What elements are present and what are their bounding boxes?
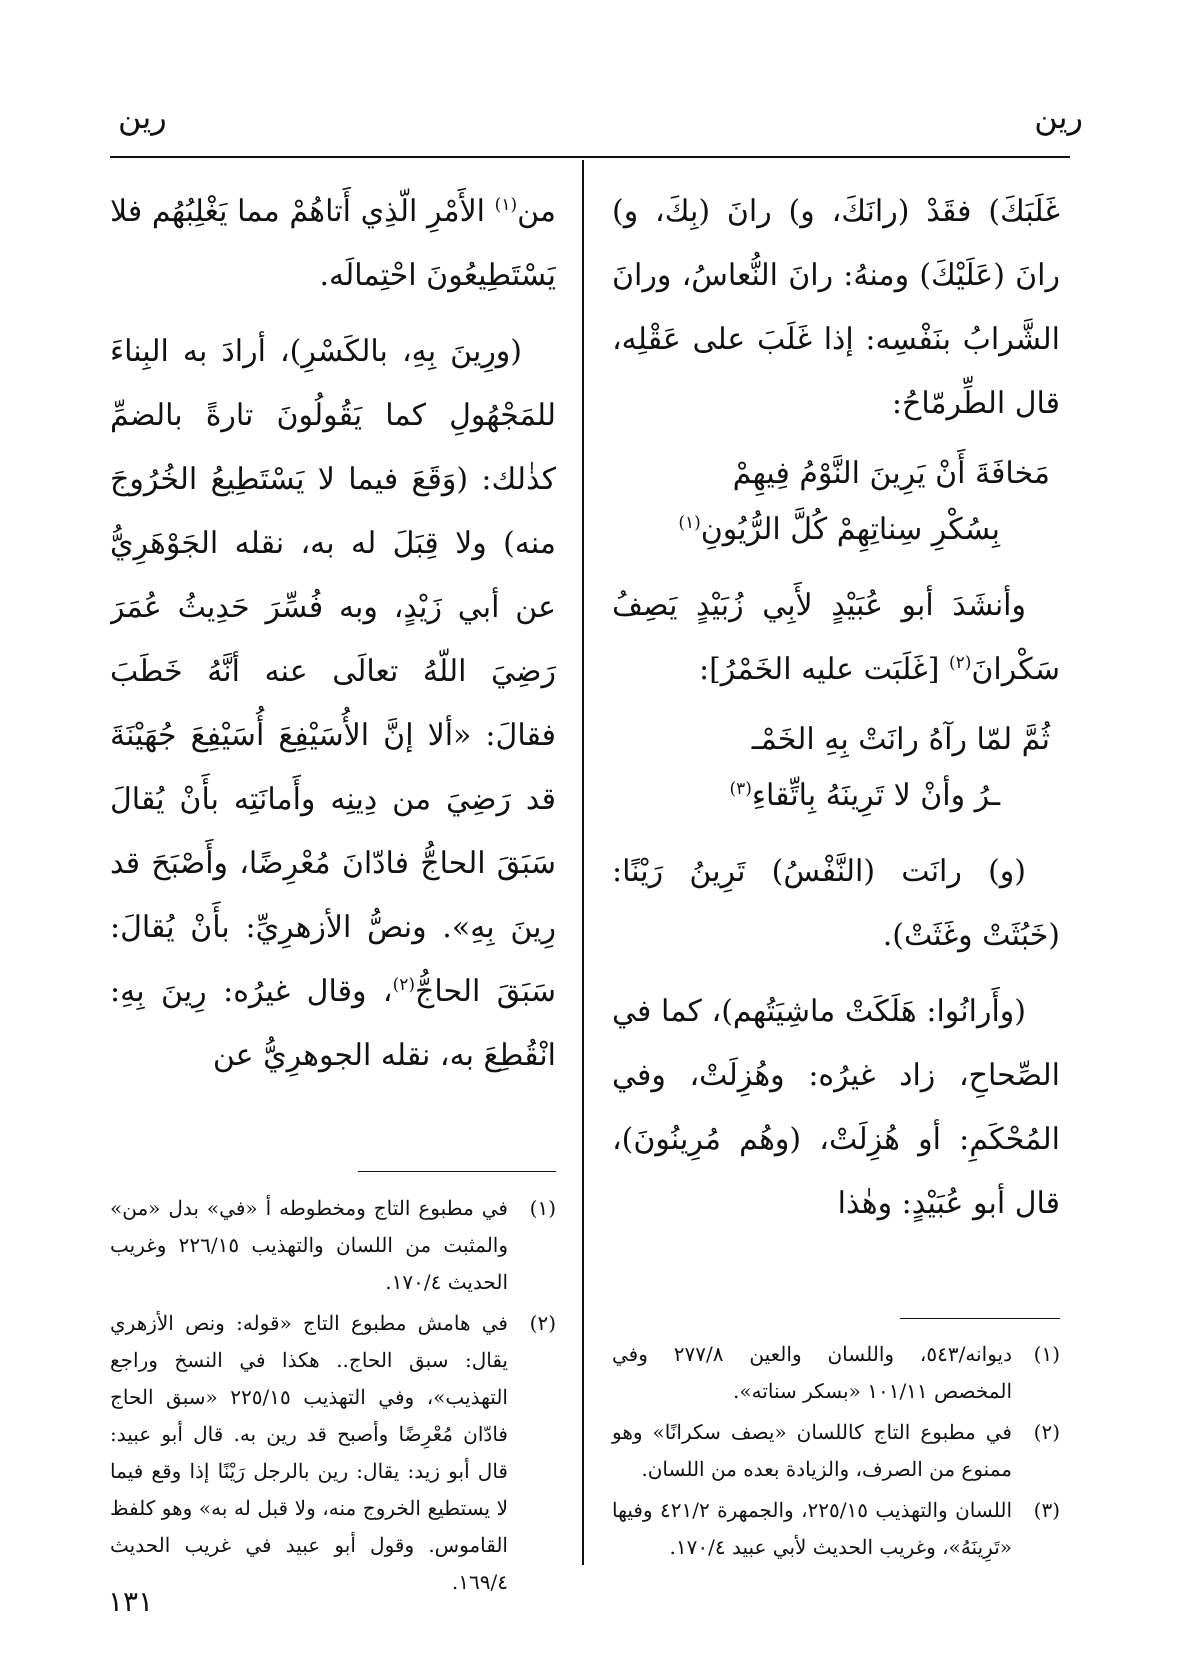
footnotes-right <box>612 1336 1060 1566</box>
left-column <box>110 180 556 1088</box>
footnote-number: (٢) <box>529 1311 556 1335</box>
footnote-ref: (٢) <box>948 653 972 673</box>
footnote-ref: (٣) <box>729 779 752 799</box>
column-divider <box>582 160 584 1565</box>
verse-tirimmah <box>612 446 1060 558</box>
footnote-rule-right <box>900 1318 1060 1319</box>
footnote-text: في مطبوع التاج ومخطوطه أ «في» بدل «من» والمثبت من اللسان والتهذيب ٢٢٦/١٥ وغريب الحديث ١٧٠/٤. <box>110 1196 509 1294</box>
footnote-text: في مطبوع التاج كاللسان «يصف سكرانًا» وهو ممنوع من الصرف، والزيادة بعده من اللسان. <box>612 1420 1012 1481</box>
right-paragraph-1: غَلَبَكَ) فقَدْ (رانَكَ، و) رانَ (بِكَ، و) رانَ (عَلَيْكَ) ومنهُ: رانَ النُّعاسُ، ورانَ الشَّرابُ بنَفْسِه: إذا غَلَبَ على عَقْلِه، قال الطِّرمّاحُ: <box>612 194 1060 421</box>
footnote-number: (٢) <box>1033 1420 1060 1444</box>
footnote-ref: (٢) <box>392 975 415 995</box>
footnote-text: ديوانه/٥٤٣، واللسان والعين ٢٧٧/٨ وفي المخصص ١٠١/١١ «بسكر سناته». <box>612 1342 1013 1403</box>
left-paragraph-1-rest: الأَمْرِ الّذِي أَتاهُمْ مما يَغْلِبُهُم فلا يَسْتَطِيعُونَ احْتِمالَه. <box>110 194 556 293</box>
running-header-left: رين <box>118 98 167 136</box>
footnote-number: (١) <box>1033 1342 1060 1366</box>
header-rule <box>110 156 1070 158</box>
right-paragraph-2-text: وأنشَدَ أبو عُبَيْدٍ لأَبِي زُبَيْدٍ يَصِفُ سَكْرانَ <box>612 588 1060 687</box>
verse-hemistich-2-text: بِسُكْرِ سِناتِهِمْ كُلَّ الرُّيُونِ <box>700 512 1000 547</box>
right-paragraph-2-end: [غَلَبَت عليه الخَمْرُ]: <box>698 652 949 687</box>
footnote-ref: (١) <box>678 513 701 533</box>
verse-abu-zubayd <box>612 712 1060 824</box>
running-header-right: رين <box>1034 98 1083 136</box>
left-paragraph-1-start: من <box>517 194 556 229</box>
verse-hemistich-1: مَخافَةَ أَنْ يَرِينَ النَّوْمُ فِيهِمْ <box>732 456 1050 491</box>
footnote-item <box>110 1190 556 1301</box>
right-paragraph-4: (وأَرانُوا: هَلَكَتْ ماشِيَتُهم)، كما في الصِّحاحِ، زاد غيرُه: وهُزِلَتْ، وفي المُحْكَمِ: أو هُزِلَتْ، (وهُم مُرِينُونَ)، قال أبو عُبَيْدٍ: وهٰذا <box>612 994 1060 1221</box>
verse-hemistich-2 <box>612 768 1060 824</box>
verse-hemistich-2 <box>612 502 1060 558</box>
page-number: ١٣١ <box>108 1585 154 1618</box>
left-paragraph-2 <box>110 320 556 1088</box>
footnote-item <box>110 1305 556 1601</box>
right-paragraph-3: (و) رانَت (النَّفْسُ) تَرِينُ رَيْنًا: (خَبُثَتْ وغَثَتْ). <box>612 854 1060 953</box>
left-paragraph-1 <box>110 180 556 308</box>
right-column <box>612 180 1060 1236</box>
footnote-item <box>612 1336 1060 1410</box>
footnote-text: في هامش مطبوع التاج «قوله: ونص الأزهري يقال: سبق الحاج.. هكذا في النسخ وراجع التهذيب»، وفي التهذيب ٢٢٥/١٥ «سبق الحاج فادّان مُعْرِضًا وأصبح قد رين به. قال أبو عبيد: قال أبو زيد: يقال: رين بالرجل رَيْنًا إذا وقع فيما لا يستطيع الخروج منه، ولا قبل له به» وهو كلفظ القاموس. وقول أبو عبيد في غريب الحديث ١٦٩/٤. <box>110 1311 508 1594</box>
footnotes-left <box>110 1190 556 1601</box>
footnote-rule-left <box>358 1171 556 1172</box>
footnote-number: (١) <box>529 1196 556 1220</box>
footnote-text: اللسان والتهذيب ٢٢٥/١٥، والجمهرة ٤٢١/٢ وفيها «تَرِينَهُ»، وغريب الحديث لأبي عبيد ١٧٠/٤. <box>612 1498 1013 1559</box>
footnote-ref: (١) <box>494 195 518 215</box>
footnote-item <box>612 1492 1060 1566</box>
footnote-number: (٣) <box>1033 1498 1060 1522</box>
verse-hemistich-1: ثُمَّ لمّا رآهُ رانَتْ بِهِ الخَمْـ <box>751 722 1050 757</box>
footnote-item <box>612 1414 1060 1488</box>
left-paragraph-2-text: (ورِينَ بِهِ، بالكَسْرِ)، أرادَ به البِناءَ للمَجْهُولِ كما يَقُولُونَ تارةً بالضمِّ كذٰلك: (وَقَعَ فيما لا يَسْتَطِيعُ الخُرُوجَ منه) ولا قِبَلَ له به، نقله الجَوْهَرِيُّ عن أبي زَيْدٍ، وبه فُسِّرَ حَدِيثُ عُمَرَ رَضِيَ اللّهُ تعالَى عنه أنَّهُ خَطَبَ فقالَ: «ألا إنَّ الأُسَيْفِعَ أُسَيْفِعَ جُهَيْنَةَ قد رَضِيَ من دِينِه وأَمانَتِه بأَنْ يُقالَ سَبَقَ الحاجُّ فادّانَ مُعْرِضًا، وأَصْبَحَ قد رِينَ بِهِ». ونصُّ الأزهرِيِّ: بأَنْ يُقالَ: سَبَقَ الحاجُّ <box>110 334 556 1009</box>
right-paragraph-2 <box>612 574 1060 702</box>
verse-hemistich-2-text: ـرُ وأنْ لا تَرِينَهُ بِاتِّقاءِ <box>751 778 1000 813</box>
left-paragraph-2-end: ، وقال غيرُه: رِينَ بِهِ: انْقُطِعَ به، نقله الجوهرِيُّ عن <box>110 974 556 1073</box>
